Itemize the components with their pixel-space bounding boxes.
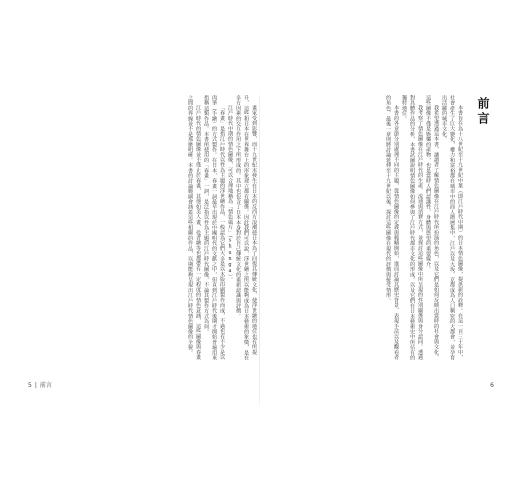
right-page-number: 6 <box>490 382 494 389</box>
chapter-title: 前言 <box>476 97 490 127</box>
left-page-number: 5 <box>28 382 32 389</box>
right-page-body <box>284 95 464 365</box>
left-folio <box>28 380 52 389</box>
right-paragraph-1: 本書旨在為十八世紀至十九世紀中葉（即江戶時代中期）的日本情色圖像，提供新的詮釋。在這一百三十年中，社會產生了巨大變化，權力和富裕都在城市中的商人階層集中，江戶以及大坂、京都成為人口稠密的大都會，並孕育出活躍的城市文化。 <box>441 95 463 361</box>
right-page <box>262 95 498 415</box>
left-paragraph-2: 江戶時代中期的情色圖像，可以合理地稱為「情色風片」（shunga）。 <box>227 105 233 283</box>
right-paragraph-2: 我希望透過這本書，讓讀者了解情色圖像在江戶時代所扮演的角色，以及它們是如何反映出當時的社會與文化。這些圖像不僅是娛樂的產物，也是當時人們認識性、身體與慾望的重要媒介。 <box>425 95 439 360</box>
right-folio <box>490 382 494 389</box>
left-running-head: 前言 <box>39 382 52 389</box>
left-page <box>24 95 260 415</box>
book-spine <box>259 95 260 405</box>
left-page-body <box>34 95 258 365</box>
left-paragraph-4: 江戶時代的情色圖像並不僅止於春畫，其他如美人畫、役者繪等也都帶有一定程度的情色意涵，這些圖像與春畫之間的界線並不是那麼明確。本書的討論範圍會涵蓋這些相關的作品，以期能夠呈現出江戶時代情色圖像的全貌。 <box>187 95 201 360</box>
folio-separator: | <box>34 382 37 389</box>
left-paragraph-3: 「春畫」是指江戶時代以性為主題的浮世繪作品，一般認為它們大多是以木版印刷製作而成，不過也有不少是以肉筆（手繪）的方式製作。在日本，春畫一詞最早出現於中國明代的文獻之中，但直到江戶時代後期才開始普遍用來指稱這類作品。本書所使用的「春畫」一詞，是泛指以性為主題的江戶時代圖像，不論其製作方式為何。 <box>203 95 225 361</box>
left-paragraph-1: 畫家受到影響，而十九世紀末發生在日本的反西方浪潮使日本為了回復其傳統文化，使浮世繪的地位也有所提升，這些和日本在世界舞台上的形象建立都有關係。因此我們可以說，浮世繪之所以能夠成為日本藝術的象徵，是在多方因素的交互作用之下所形成的。其中也包含了日本本身對於自己傳統文化的重新認識與評價。 <box>235 95 257 361</box>
right-paragraph-4: 本書的各章節分別處理不同的主題，從情色圖像的定義與範疇開始，進而討論其歷史背景、表現手法以及觀看者的角色。最後一章則將討論延伸至十九世紀以後，探討這些圖像在現代的評價與接受情形。 <box>385 95 399 360</box>
right-paragraph-3: 我考察了情色圖像在江戶時代的生產、流通與消費方式，並探討這些圖像中所呈現的性別關係與身分認同。透過對具體作品的分析，本書試圖說明情色圖像如何參與了江戶時代都市文化的形成，以及它們在日本藝術史中所佔有的獨特地位。 <box>401 95 423 361</box>
